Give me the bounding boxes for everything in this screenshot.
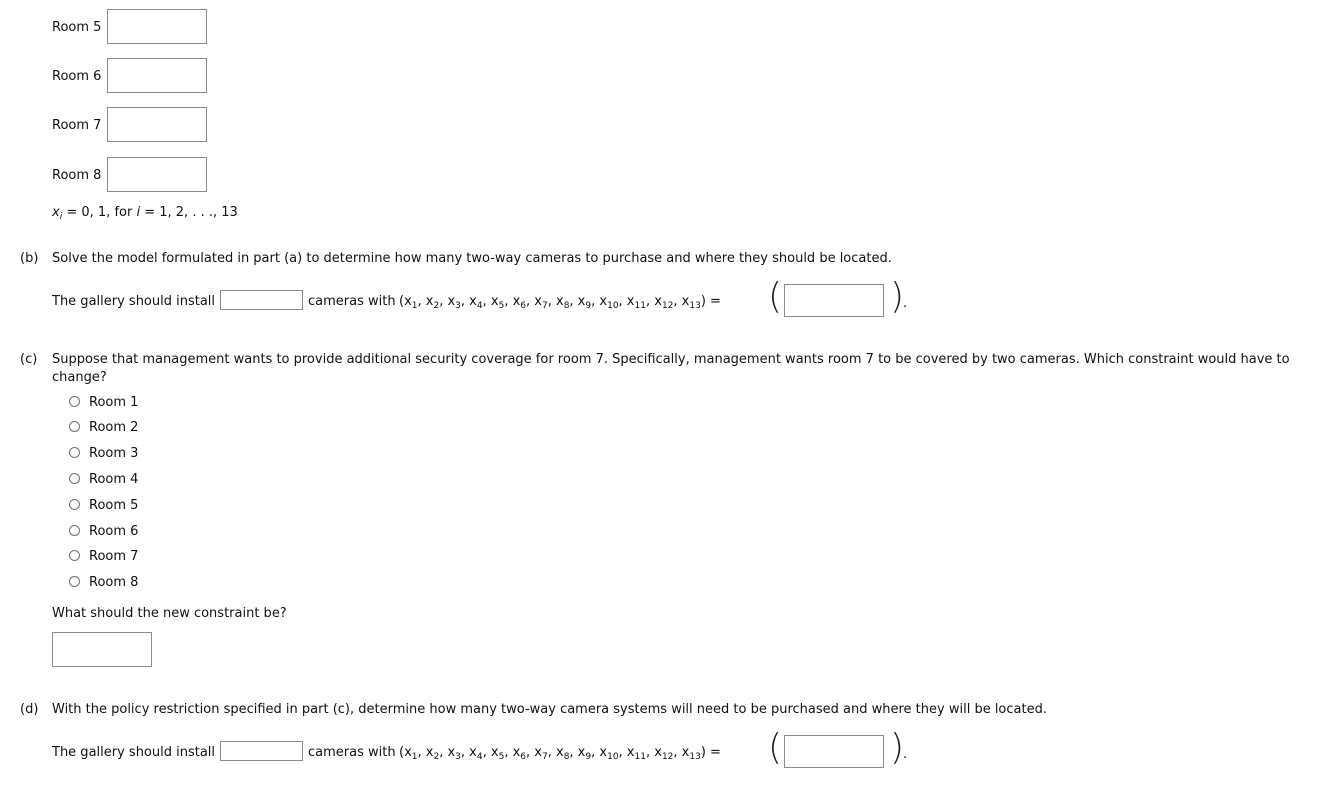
period: . (903, 296, 908, 311)
option-label: Room 8 (89, 575, 139, 590)
left-paren: ( (768, 276, 783, 317)
camera-count-input-d[interactable] (220, 741, 303, 761)
right-paren: ) (890, 727, 905, 768)
binary-domain-constraint: $x_i = 0$, 1, for i = 1, 2, . . ., 13 (52, 205, 238, 222)
radio-room-1[interactable] (69, 396, 80, 407)
left-paren: ( (768, 727, 783, 768)
decision-vector: ($x_1$, $x_2$, $x_3$, $x_4$, $x_5$, $x_6$, $x_7$, $x_8$, $x_9$, $x_{10}$, $x_{11}$, $x_{12}$, $x_{13}$) = (399, 745, 721, 762)
period: . (903, 747, 908, 762)
room-7-input[interactable] (107, 107, 207, 142)
part-d-question: With the policy restriction specified in part (c), determine how many two-way camera systems will need to be purchased and where they will be located. (52, 702, 1047, 717)
room-label: Room 7 (52, 118, 102, 133)
radio-room-3[interactable] (69, 447, 80, 458)
radio-room-5[interactable] (69, 499, 80, 510)
option-label: Room 2 (89, 420, 139, 435)
room-8-input[interactable] (107, 157, 207, 192)
cameras-with-text: cameras with (308, 294, 396, 309)
room-label: Room 6 (52, 69, 102, 84)
radio-room-4[interactable] (69, 473, 80, 484)
vector-answer-input[interactable] (784, 284, 884, 317)
part-b-tag: (b) (20, 251, 39, 266)
new-constraint-label: What should the new constraint be? (52, 606, 287, 621)
option-label: Room 3 (89, 446, 139, 461)
room-6-input[interactable] (107, 58, 207, 93)
option-label: Room 5 (89, 498, 139, 513)
right-paren: ) (890, 276, 905, 317)
radio-room-2[interactable] (69, 421, 80, 432)
part-c-tag: (c) (20, 352, 38, 367)
room-label: Room 5 (52, 20, 102, 35)
part-c-question-line1: Suppose that management wants to provide additional security coverage for room 7. Specifically, management wants room 7 to be covered by two cameras. Which constraint would have to (52, 352, 1290, 367)
option-label: Room 1 (89, 395, 139, 410)
radio-room-8[interactable] (69, 576, 80, 587)
part-c-question-line2: change? (52, 370, 107, 385)
room-label: Room 8 (52, 168, 102, 183)
vector-answer-input-d[interactable] (784, 735, 884, 768)
radio-room-7[interactable] (69, 550, 80, 561)
option-label: Room 4 (89, 472, 139, 487)
part-b-question: Solve the model formulated in part (a) to determine how many two-way cameras to purchase and where they should be located. (52, 251, 892, 266)
room-5-input[interactable] (107, 9, 207, 44)
option-label: Room 6 (89, 524, 139, 539)
part-d-tag: (d) (20, 702, 39, 717)
option-label: Room 7 (89, 549, 139, 564)
install-prefix: The gallery should install (52, 745, 216, 760)
install-prefix: The gallery should install (52, 294, 216, 309)
radio-room-6[interactable] (69, 525, 80, 536)
cameras-with-text: cameras with (308, 745, 396, 760)
decision-vector: ($x_1$, $x_2$, $x_3$, $x_4$, $x_5$, $x_6$, $x_7$, $x_8$, $x_9$, $x_{10}$, $x_{11}$, $x_{12}$, $x_{13}$) = (399, 294, 721, 311)
new-constraint-input[interactable] (52, 632, 152, 667)
camera-count-input[interactable] (220, 290, 303, 310)
